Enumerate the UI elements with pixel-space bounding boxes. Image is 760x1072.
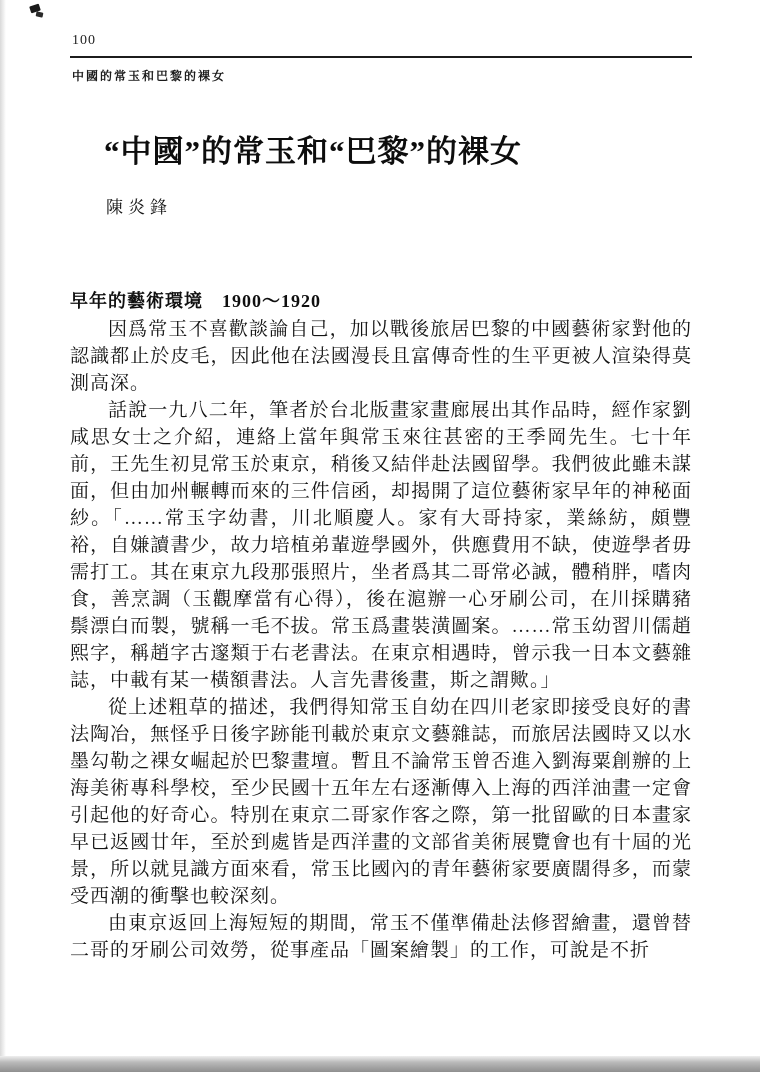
page-number: 100 bbox=[72, 33, 96, 48]
section-heading: 早年的藝術環境 1900～1920 bbox=[70, 291, 321, 311]
scan-edge-shadow bbox=[0, 0, 6, 1072]
article-title: “中國”的常玉和“巴黎”的裸女 bbox=[104, 134, 522, 169]
scan-artifact-mark bbox=[36, 11, 44, 17]
paragraph: 從上述粗草的描述，我們得知常玉自幼在四川老家即接受良好的書法陶冶，無怪乎日後字跡能刊載於東京文藝雜誌，而旅居法國時又以水墨勾勒之裸女崛起於巴黎畫壇。暫且不論常玉曾否進入劉海粟創辦的上海美術專科學校，至少民國十五年左右逐漸傳入上海的西洋油畫一定會引起他的好奇心。特別在東京二哥家作客之際，第一批留歐的日本畫家早已返國廿年，至於到處皆是西洋畫的文部省美術展覽會也有十屆的光景，所以就見識方面來看，常玉比國內的青年藝術家要廣闊得多，而蒙受西潮的衝擊也較深刻。 bbox=[70, 697, 692, 907]
header-divider bbox=[70, 56, 692, 58]
running-header: 中國的常玉和巴黎的裸女 bbox=[72, 69, 227, 83]
scan-edge-shadow-bottom bbox=[0, 1056, 760, 1072]
author-name: 陳炎鋒 bbox=[106, 198, 172, 217]
article-body bbox=[70, 316, 692, 964]
paragraph: 由東京返回上海短短的期間，常玉不僅準備赴法修習繪畫，還曾替二哥的牙刷公司效勞，從事產品「圖案繪製」的工作，可說是不折 bbox=[70, 913, 692, 961]
paragraph: 因爲常玉不喜歡談論自己，加以戰後旅居巴黎的中國藝術家對他的認識都止於皮毛，因此他在法國漫長且富傳奇性的生平更被人渲染得莫測高深。 bbox=[70, 319, 692, 394]
paragraph: 話說一九八二年，筆者於台北版畫家畫廊展出其作品時，經作家劉咸思女士之介紹，連絡上當年與常玉來往甚密的王季岡先生。七十年前，王先生初見常玉於東京，稍後又結伴赴法國留學。我們彼此雖未謀面，但由加州輾轉而來的三件信函，却揭開了這位藝術家早年的神秘面紗。「……常玉字幼書，川北順慶人。家有大哥持家，業絲紡，頗豐裕，自嫌讀書少，故力培植弟輩遊學國外，供應費用不缺，使遊學者毋需打工。其在東京九段那張照片，坐者爲其二哥常必誠，體稍胖，嗜肉食，善烹調（玉觀摩當有心得），後在滬辦一心牙刷公司，在川採購豬鬃漂白而製，號稱一毛不拔。常玉爲畫裝潢圖案。……常玉幼習川儒趙熙字，稱趙字古邃類于右老書法。在東京相遇時，曾示我一日本文藝雜誌，中載有某一橫額書法。人言先書後畫，斯之謂歟。」 bbox=[70, 400, 692, 691]
